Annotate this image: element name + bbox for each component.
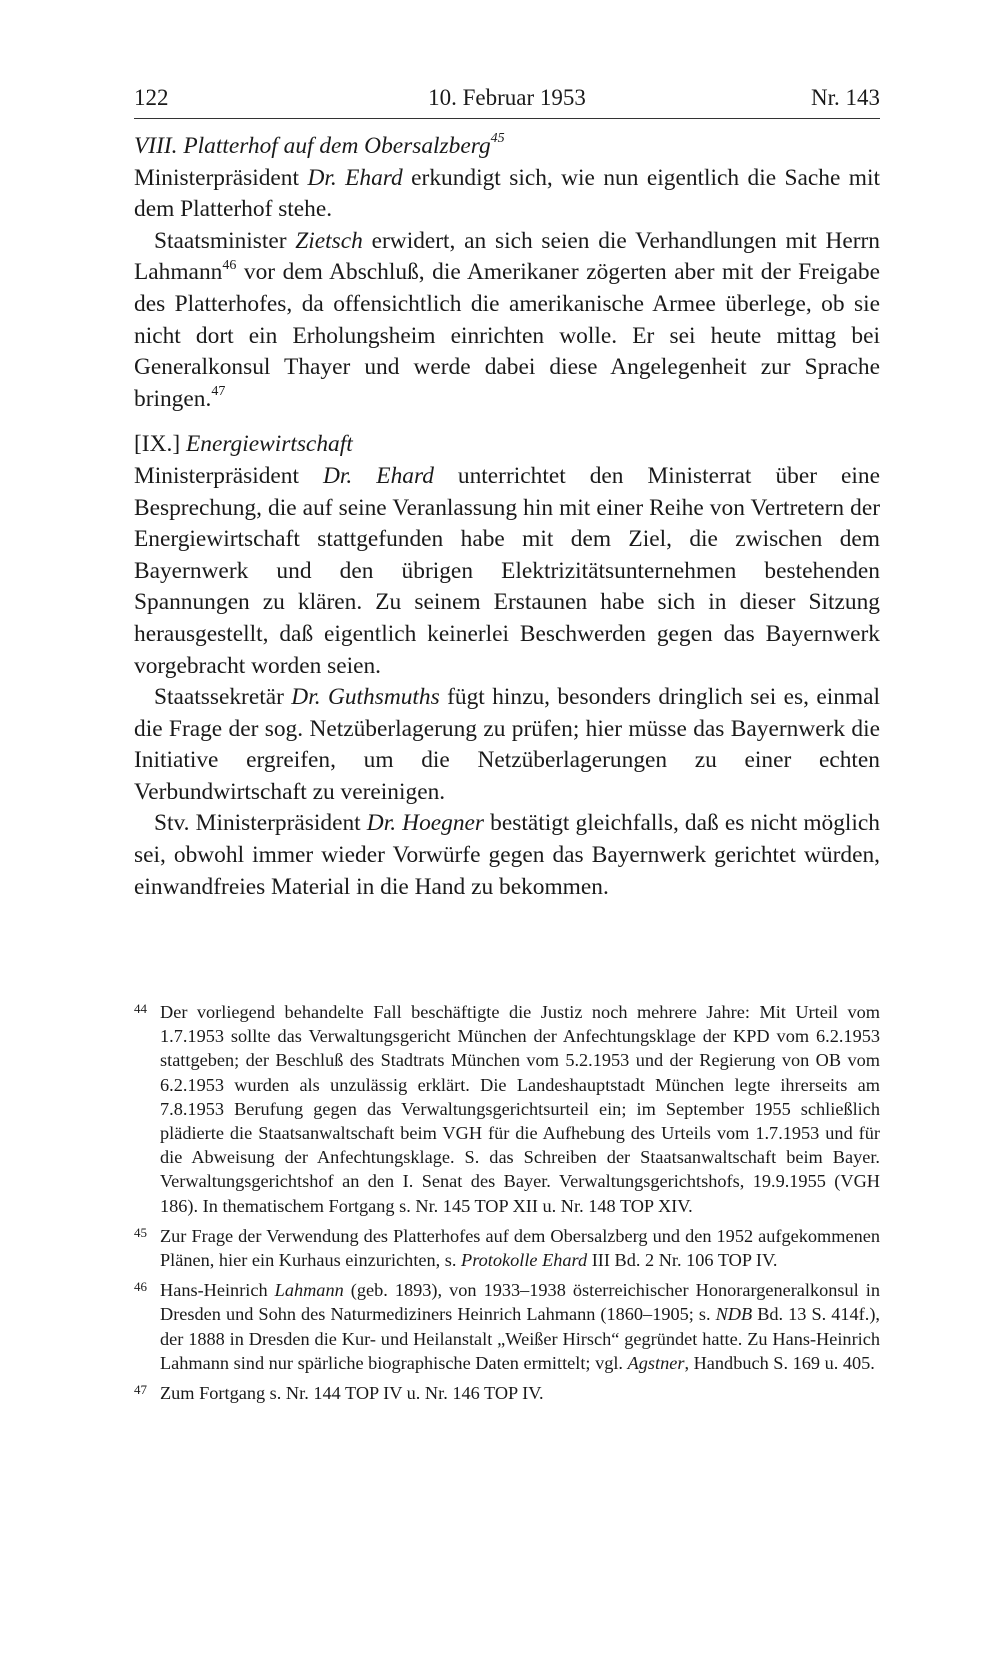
page-number: 122 bbox=[134, 85, 169, 110]
main-text bbox=[134, 131, 880, 903]
footnote-number: 47 bbox=[134, 1382, 147, 1398]
footnote-44: 44 Der vorliegend behandelte Fall beschäftigte die Justiz noch mehrere Jahre: Mit Urteil vom 1.7.1953 sollte das Verwaltungsgericht München der Anfechtungsklage der KPD vom 6.2.1953 stattgeben; der Beschluß des Stadtrats München vom 5.2.1953 und der Regierung von OB vom 6.2.1953 wurden als unzulässig erklärt. Die Landeshauptstadt München legte ihrerseits am 7.8.1953 Berufung gegen das Verwaltungsgerichtsurteil ein; im September 1955 schließlich plädierte die Staatsanwaltschaft beim VGH für die Aufhebung des Urteils vom 1.7.1953 und für die Abweisung der Anfechtungsklage. S. das Schreiben der Staatsanwaltschaft beim Bayer. Verwaltungsgerichtshof an den I. Senat des Bayer. Verwaltungsgerichtshofs, 19.9.1955 (VGH 186). In thematischem Fortgang s. Nr. 145 TOP XII u. Nr. 148 TOP XIV. bbox=[134, 1001, 880, 1216]
person-name: Zietsch bbox=[295, 227, 363, 254]
footnote-number: 45 bbox=[134, 1224, 147, 1240]
footnotes bbox=[134, 1000, 880, 1411]
page bbox=[134, 84, 880, 903]
section-heading-ix: [IX.] Energiewirtschaft bbox=[134, 431, 353, 458]
paragraph: Ministerpräsident Dr. Ehard unterrichtet den Ministerrat über eine Besprechung, die auf seine Veranlassung hin mit einer Reihe von Vertretern der Energiewirtschaft stattgefunden habe mit dem Ziel, die zwischen dem Bayernwerk und den übrigen Elektrizitätsunternehmen bestehenden Spannungen zu klären. Zu seinem Erstaunen habe sich in dieser Sitzung herausgestellt, daß eigentlich keinerlei Beschwerden gegen das Bayernwerk vorgebracht worden seien. bbox=[134, 462, 880, 679]
footnote-number: 46 bbox=[134, 1279, 147, 1295]
footnote-ref-45[interactable]: 45 bbox=[490, 131, 505, 147]
document-number: Nr. 143 bbox=[811, 85, 880, 110]
person-name: Dr. Hoegner bbox=[366, 810, 485, 837]
header-date: 10. Februar 1953 bbox=[428, 85, 586, 110]
footnote-number: 44 bbox=[134, 1001, 147, 1016]
footnote-47: 47 Zum Fortgang s. Nr. 144 TOP IV u. Nr. 146 TOP IV. bbox=[134, 1382, 544, 1404]
footnote-ref-46[interactable]: 46 bbox=[222, 257, 237, 273]
footnote-46: 46 Hans-Heinrich Lahmann (geb. 1893), von 1933–1938 österreichischer Honorargeneralkonsul in Dresden und Sohn des Naturmediziners Heinrich Lahmann (1860–1905; s. NDB Bd. 13 S. 414f.), der 1888 in Dresden die Kur- und Heilanstalt „Weißer Hirsch“ gegründet hatte. Zu Hans-Heinrich Lahmann sind nur spärliche biographische Daten ermittelt; vgl. Agstner, Handbuch S. 169 u. 405. bbox=[134, 1279, 880, 1373]
paragraph: Staatssekretär Dr. Guthsmuths fügt hinzu, besonders dringlich sei es, einmal die Frage der sog. Netzüberlagerung zu prüfen; hier müsse das Bayernwerk die Initiative ergreifen, um die Netzüberlagerungen zu einer echten Verbundwirtschaft zu vereinigen. bbox=[134, 684, 880, 805]
paragraph: Staatsminister Zietsch erwidert, an sich seien die Verhandlungen mit Herrn Lahmann$^{46}$ vor dem Abschluß, die Amerikaner zögerten aber mit der Freigabe des Platterhofes, da offensichtlich die amerikanische Armee überlege, ob sie nicht dort ein Erholungsheim einrichten wolle. Er sei heute mittag bei Generalkonsul Thayer und werde dabei diese Angelegenheit zur Sprache bringen.$^{47}$ bbox=[134, 227, 880, 412]
running-header bbox=[134, 84, 880, 119]
person-name: Dr. Guthsmuths bbox=[291, 684, 440, 711]
person-name: Dr. Ehard bbox=[323, 462, 434, 489]
footnote-ref-47[interactable]: 47 bbox=[211, 383, 226, 399]
footnote-45: 45 Zur Frage der Verwendung des Platterhofes auf dem Obersalzberg und den 1952 aufgekommenen Plänen, hier ein Kurhaus einzurichten, s. Protokolle Ehard III Bd. 2 Nr. 106 TOP IV. bbox=[134, 1224, 880, 1271]
person-name: Dr. Ehard bbox=[307, 164, 403, 191]
section-heading-viii: VIII. Platterhof auf dem Obersalzberg$^{45}$ bbox=[134, 131, 505, 159]
paragraph: Ministerpräsident Dr. Ehard erkundigt sich, wie nun eigentlich die Sache mit dem Platterhof stehe. bbox=[134, 164, 880, 223]
paragraph: Stv. Ministerpräsident Dr. Hoegner bestätigt gleichfalls, daß es nicht möglich sei, obwohl immer wieder Vorwürfe gegen das Bayernwerk gerichtet würden, einwandfreies Material in die Hand zu bekommen. bbox=[134, 810, 881, 900]
